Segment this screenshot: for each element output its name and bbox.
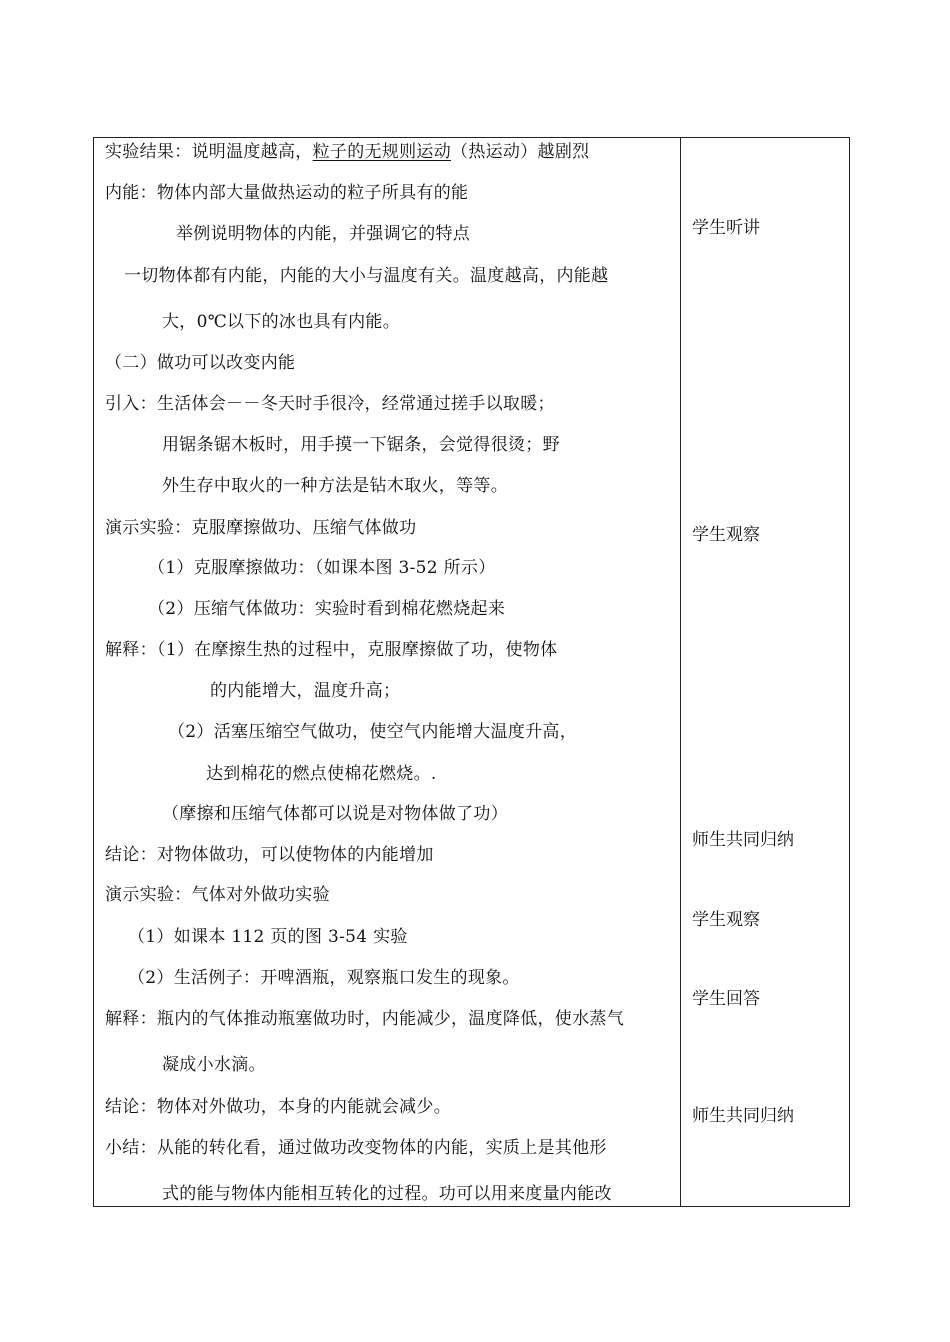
conclusion-1: 结论：对物体做功，可以使物体的内能增加: [105, 845, 434, 865]
section-heading: （二）做功可以改变内能: [105, 353, 296, 373]
explanation-line-2: 的内能增大，温度升高；: [210, 681, 401, 701]
explanation-line-1: 解释：（1）在摩擦生热的过程中，克服摩擦做了功，使物体: [105, 640, 558, 660]
summary-line-1: 小结：从能的转化看，通过做功改变物体的内能，实质上是其他形: [105, 1138, 607, 1158]
demo-heading-2: 演示实验：气体对外做功实验: [105, 885, 330, 905]
column-divider: [680, 137, 681, 1207]
explanation2-line-1: 解释：瓶内的气体推动瓶塞做功时，内能减少，温度降低，使水蒸气: [105, 1009, 624, 1029]
demo-item-1: （1）克服摩擦做功：（如课本图 3-52 所示）: [148, 558, 496, 578]
summary-line-2: 式的能与物体内能相互转化的过程。功可以用来度量内能改: [162, 1184, 612, 1204]
result-underlined: 粒子的无规则运动: [312, 142, 452, 162]
intro-line-2: 用锯条锯木板时，用手摸一下锯条，会觉得很烫；野: [162, 435, 560, 455]
demo2-item-1: （1）如课本 112 页的图 3-54 实验: [128, 927, 408, 947]
intro-line-3: 外生存中取火的一种方法是钻木取火，等等。: [162, 476, 508, 496]
feature-line-2: 大，0℃以下的冰也具有内能。: [162, 312, 401, 332]
demo-heading-1: 演示实验：克服摩擦做功、压缩气体做功: [105, 518, 417, 538]
side-note-observe-2: 学生观察: [692, 910, 760, 930]
side-note-summarize-1: 师生共同归纳: [692, 830, 794, 850]
experiment-result-line: [105, 141, 589, 163]
result-prefix: 实验结果：说明温度越高，: [105, 142, 313, 162]
demo-item-2: （2）压缩气体做功：实验时看到棉花燃烧起来: [148, 599, 506, 619]
explanation-line-3: （2）活塞压缩空气做功，使空气内能增大温度升高，: [168, 722, 578, 742]
result-suffix: （热运动）越剧烈: [451, 142, 590, 162]
side-note-summarize-2: 师生共同归纳: [692, 1106, 794, 1126]
side-note-listen: 学生听讲: [692, 218, 760, 238]
side-note-observe-1: 学生观察: [692, 525, 760, 545]
feature-line-1: 一切物体都有内能，内能的大小与温度有关。温度越高，内能越: [124, 266, 609, 286]
internal-energy-definition: 内能：物体内部大量做热运动的粒子所具有的能: [105, 183, 469, 203]
demo2-item-2: （2）生活例子：开啤酒瓶，观察瓶口发生的现象。: [128, 968, 520, 988]
lesson-table: [93, 137, 850, 1207]
side-note-answer: 学生回答: [692, 989, 760, 1009]
conclusion-2: 结论：物体对外做功，本身的内能就会减少。: [105, 1097, 451, 1117]
explanation2-line-2: 凝成小水滴。: [162, 1055, 266, 1075]
explanation-note: （摩擦和压缩气体都可以说是对物体做了功）: [162, 804, 508, 824]
intro-line-1: 引入：生活体会－－冬天时手很冷，经常通过搓手以取暖；: [105, 394, 555, 414]
example-prompt: 举例说明物体的内能，并强调它的特点: [176, 224, 471, 244]
explanation-line-4: 达到棉花的燃点使棉花燃烧。.: [206, 764, 437, 784]
